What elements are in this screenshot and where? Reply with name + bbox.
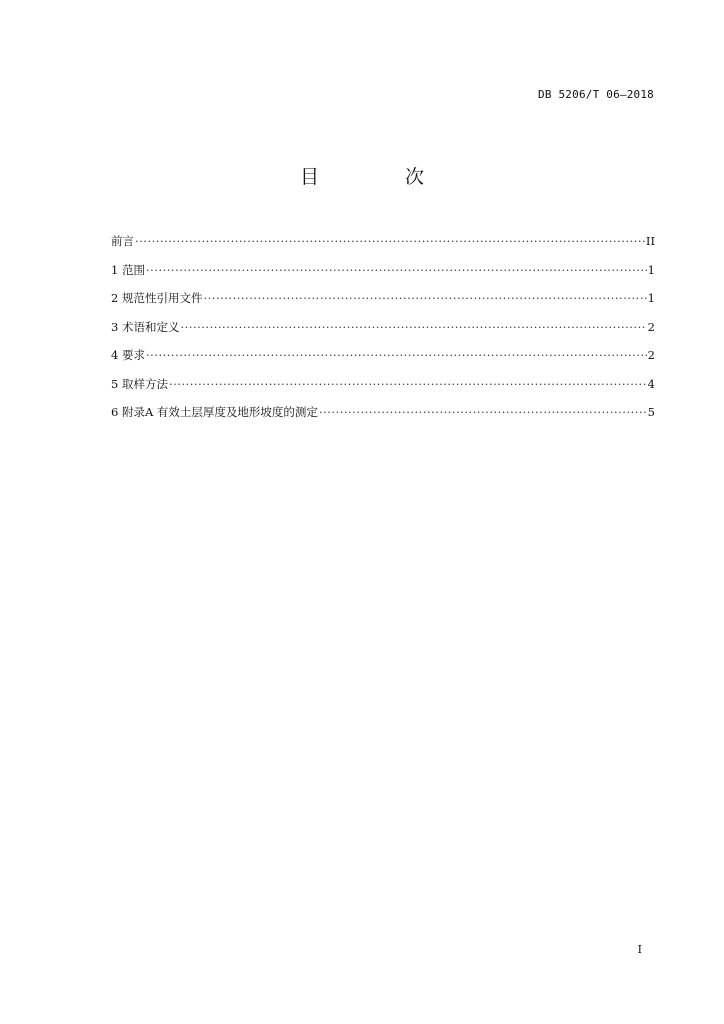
toc-leader-dots [135,233,645,249]
toc-entry-label: 2 规范性引用文件 [111,291,203,305]
toc-entry-page: 2 [647,319,655,334]
page-number: I [637,943,642,956]
table-of-contents [111,233,655,433]
toc-leader-dots [146,347,647,363]
toc-entry-label: 1 范围 [111,262,145,277]
toc-entry-sampling-method[interactable] [111,376,655,405]
toc-title: 目 次 [299,166,465,188]
toc-entry-page: 1 [647,262,655,277]
toc-leader-dots [146,262,647,278]
toc-entry-page: 2 [647,348,655,362]
toc-entry-requirements[interactable] [111,347,655,376]
toc-entry-scope[interactable] [111,262,655,291]
toc-leader-dots [203,290,646,306]
toc-entry-terms-definitions[interactable] [111,319,655,348]
toc-entry-label: 5 取样方法 [111,376,168,391]
toc-entry-label: 6 附录A 有效土层厚度及地形坡度的测定 [111,405,318,419]
toc-entry-label: 4 要求 [111,348,145,362]
toc-entry-label: 前言 [111,234,134,248]
toc-entry-page: 5 [647,405,655,419]
toc-leader-dots [180,319,646,335]
document-code: DB 5206/T 06—2018 [538,88,654,101]
toc-entry-page: II [645,234,655,248]
toc-entry-normative-references[interactable] [111,290,655,319]
toc-leader-dots [169,376,647,392]
toc-leader-dots [319,404,647,420]
toc-entry-foreword[interactable] [111,233,655,262]
toc-entry-page: 1 [647,291,655,305]
toc-entry-page: 4 [647,376,655,391]
toc-entry-appendix-a[interactable] [111,404,655,433]
toc-entry-label: 3 术语和定义 [111,319,180,334]
